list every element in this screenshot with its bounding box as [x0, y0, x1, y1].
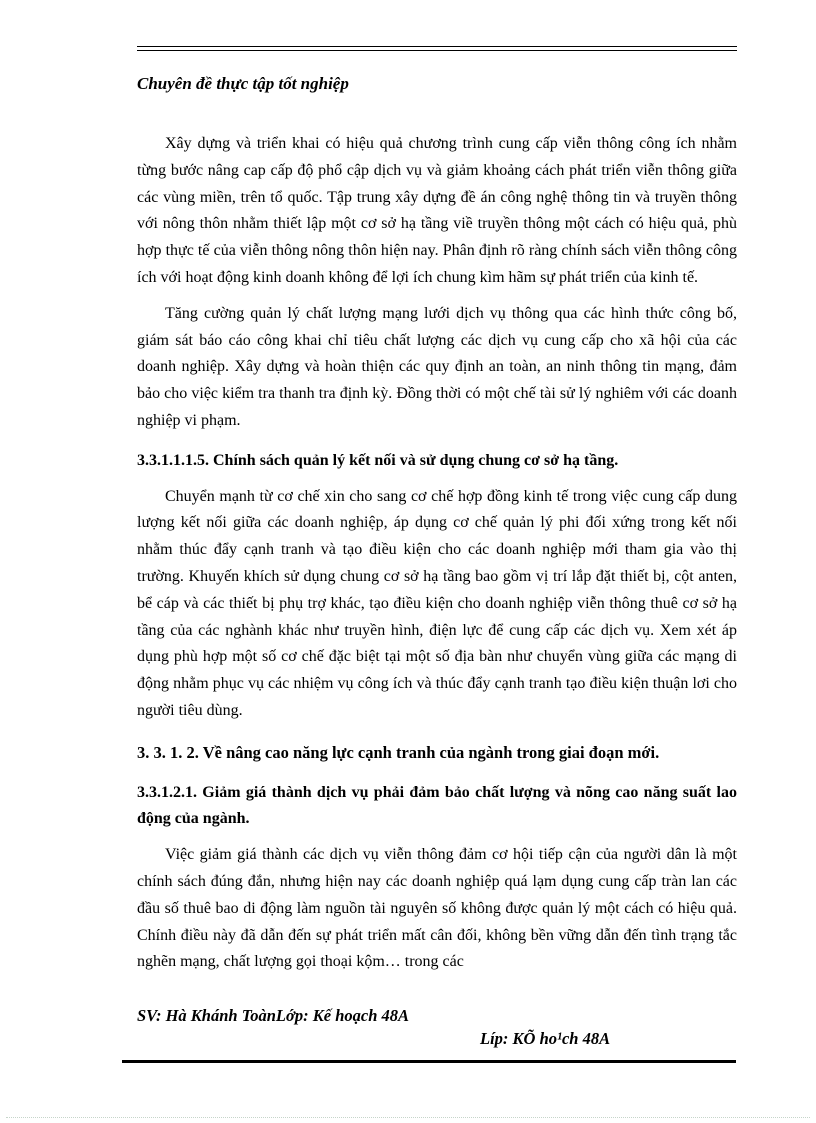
footer-rule	[122, 1060, 736, 1063]
footer-class-line: Líp: KÕ ho¹ch 48A	[480, 1029, 611, 1048]
paragraph-price-reduction: Việc giảm giá thành các dịch vụ viễn thông đảm cơ hội tiếp cận của người dân là một chính sách đúng đắn, nhưng hiện nay các doanh nghiệp quá lạm dụng cung cấp tràn lan các đầu số thuê bao di động làm nguồn tài nguyên số không được quản lý một cách có hiệu quả. Chính điều này đã dẫn đến sự phát triển mất cân đối, không bền vững dẫn đến tình trạng tắc nghẽn mạng, chất lượng gọi thoại kộm… trong các	[137, 846, 737, 971]
section-heading-3-3-1-1-1-5: 3.3.1.1.1.5. Chính sách quản lý kết nối và sử dụng chung cơ sở hạ tầng.	[137, 451, 619, 469]
page-footer	[137, 1006, 737, 1049]
document-body	[137, 131, 737, 976]
paragraph-quality-management: Tăng cường quản lý chất lượng mạng lưới dịch vụ thông qua các hình thức công bố, giám sát báo cáo công khai chỉ tiêu chất lượng các dịch vụ cung cấp cho xã hội của các doanh nghiệp. Xây dựng và hoàn thiện các quy định an toàn, an ninh thông tin mạng, đảm bảo cho việc kiểm tra thanh tra định kỳ. Đồng thời có một chế tài sử lý nghiêm với các doanh nghiệp vi phạm.	[137, 304, 737, 429]
footer-student-line: SV: Hà Khánh ToànLớp: Kế hoạch 48A	[137, 1006, 410, 1025]
section-heading-3-3-1-2: 3. 3. 1. 2. Về nâng cao năng lực cạnh tranh của ngành trong giai đoạn mới.	[137, 742, 660, 762]
section-heading-3-3-1-2-1: 3.3.1.2.1. Giảm giá thành dịch vụ phải đảm bảo chất lượng và nõng cao năng suất lao động của ngành.	[137, 783, 737, 828]
document-header-title: Chuyên đề thực tập tốt nghiệp	[137, 74, 349, 93]
paragraph-interconnection-policy: Chuyển mạnh từ cơ chế xin cho sang cơ chế hợp đồng kinh tế trong việc cung cấp dung lượng kết nối giữa các doanh nghiệp, áp dụng cơ chế quản lý phi đối xứng trong kết nối nhằm thúc đẩy cạnh tranh và tạo điều kiện cho các doanh nghiệp mới tham gia vào thị trường. Khuyến khích sử dụng chung cơ sở hạ tầng bao gồm vị trí lắp đặt thiết bị, cột anten, bể cáp và các thiết bị phụ trợ khác, tạo điều kiện cho doanh nghiệp viễn thông thuê cơ sở hạ tầng của các nghành khác như truyền hình, điện lực để cung cấp các dịch vụ. Xem xét áp dụng phù hợp một số cơ chế đặc biệt tại một số địa bàn như chuyển vùng giữa các mạng di động nhằm phục vụ các nhiệm vụ công ích và thúc đẩy cạnh tranh tạo điều kiện thuận lơi cho người tiêu dùng.	[137, 487, 737, 719]
paragraph-universal-service: Xây dựng và triển khai có hiệu quả chương trình cung cấp viễn thông công ích nhằm từng bước nâng cap cấp độ phổ cập dịch vụ và giảm khoảng cách phát triển viễn thông giữa các vùng miền, trên tổ quốc. Tập trung xây dựng đề án công nghệ thông tin và truyền thông với nông thôn nhằm thiết lập một cơ sở hạ tầng viề truyền thông một cách có hiệu quả, phù hợp thực tế của viễn thông nông thôn hiện nay. Phân định rõ ràng chính sách viễn thông công ích với hoạt động kinh doanh không để lợi ích chung kìm hãm sự phát triển của kinh tế.	[137, 135, 737, 286]
header-double-rule	[137, 46, 737, 51]
page-boundary-dotted-line	[6, 1117, 810, 1118]
